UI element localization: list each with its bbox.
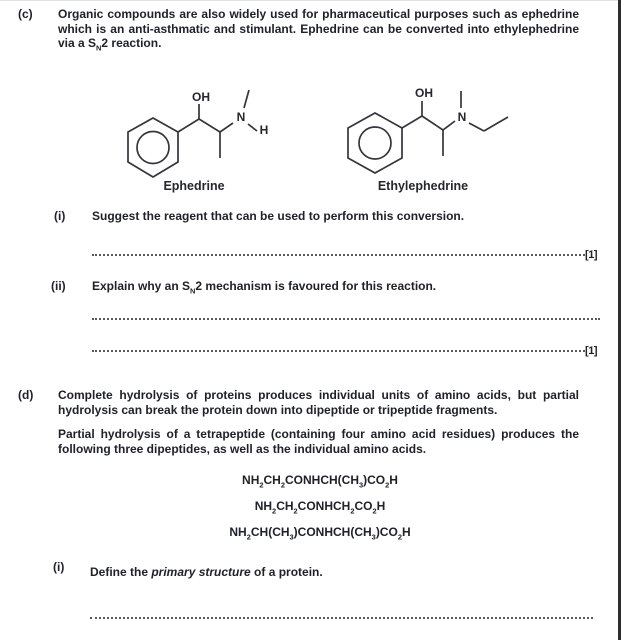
benzene-ring-icon [128,118,178,177]
ethylephedrine-skeletal-structure [348,86,508,193]
question-d-i-text-prefix: Define the [90,565,152,579]
hydroxyl-label: OH [192,90,210,104]
question-d-i-text-italic: primary structure [151,565,251,579]
marks-badge: [1] [585,345,597,357]
marks-badge: [1] [585,249,597,261]
dipeptide-formulas [58,470,582,548]
question-c-ii-text: Explain why an $S_N2$ mechanism is favoured for this reaction. [92,279,437,296]
question-c-i-text: Suggest the reagent that can be used to perform this conversion. [92,209,465,223]
dipeptide-formula: $NH_2CH_2CONHCH(CH_3)CO_2H$ [242,473,398,490]
answer-line [92,305,600,320]
benzene-aromatic-circle-icon [359,127,391,159]
ephedrine-skeletal-structure [128,90,268,193]
dipeptide-formula: $NH_2CH_2CONHCH_2CO_2H$ [254,498,386,516]
hydrogen-label: H [259,123,269,137]
question-c-i-marker: (i) [54,209,66,223]
question-c-ii-marker: (ii) [51,279,66,293]
dotted-answer-line [92,318,600,320]
dotted-answer-line [92,254,585,256]
nitrogen-label: N [236,110,246,124]
benzene-ring-icon [348,113,402,173]
page-top-edge [0,0,618,1]
question-d-para1: Complete hydrolysis of proteins produces individual units of amino acids, but partial hydrolysis can break the protein down into dipeptide or tripeptide fragments. [58,388,579,417]
question-d-i-text [90,565,570,580]
dotted-answer-line [90,617,593,619]
ephedrine-name-label: Ephedrine [163,179,225,193]
benzene-aromatic-circle-icon [137,132,169,164]
question-c-marker: (c) [18,7,33,21]
hydroxyl-label: OH [415,86,433,100]
page-margin-rule [618,0,621,640]
question-d-marker: (d) [18,388,34,402]
answer-line [90,604,593,619]
dipeptide-formula: $NH_2CH(CH_3)CONHCH(CH_3)CO_2H$ [229,524,411,542]
nitrogen-label: N [457,110,467,124]
question-d-i-marker: (i) [53,560,65,574]
answer-line [92,337,597,357]
dotted-answer-line [92,350,585,352]
ethylephedrine-name-label: Ethylephedrine [377,179,469,193]
answer-line [92,241,597,261]
question-d-para2: Partial hydrolysis of a tetrapeptide (containing four amino acid residues) produces the following three dipeptides, as well as the individual amino acids. [58,427,579,456]
question-c-intro: Organic compounds are also widely used for pharmaceutical purposes such as ephedrine which is an anti-asthmatic and stimulant. Ephedrine can be converted into ethylephedrine via a $S_N2$ reaction. [58,7,579,53]
question-d-i-text-suffix: of a protein. [250,565,323,579]
